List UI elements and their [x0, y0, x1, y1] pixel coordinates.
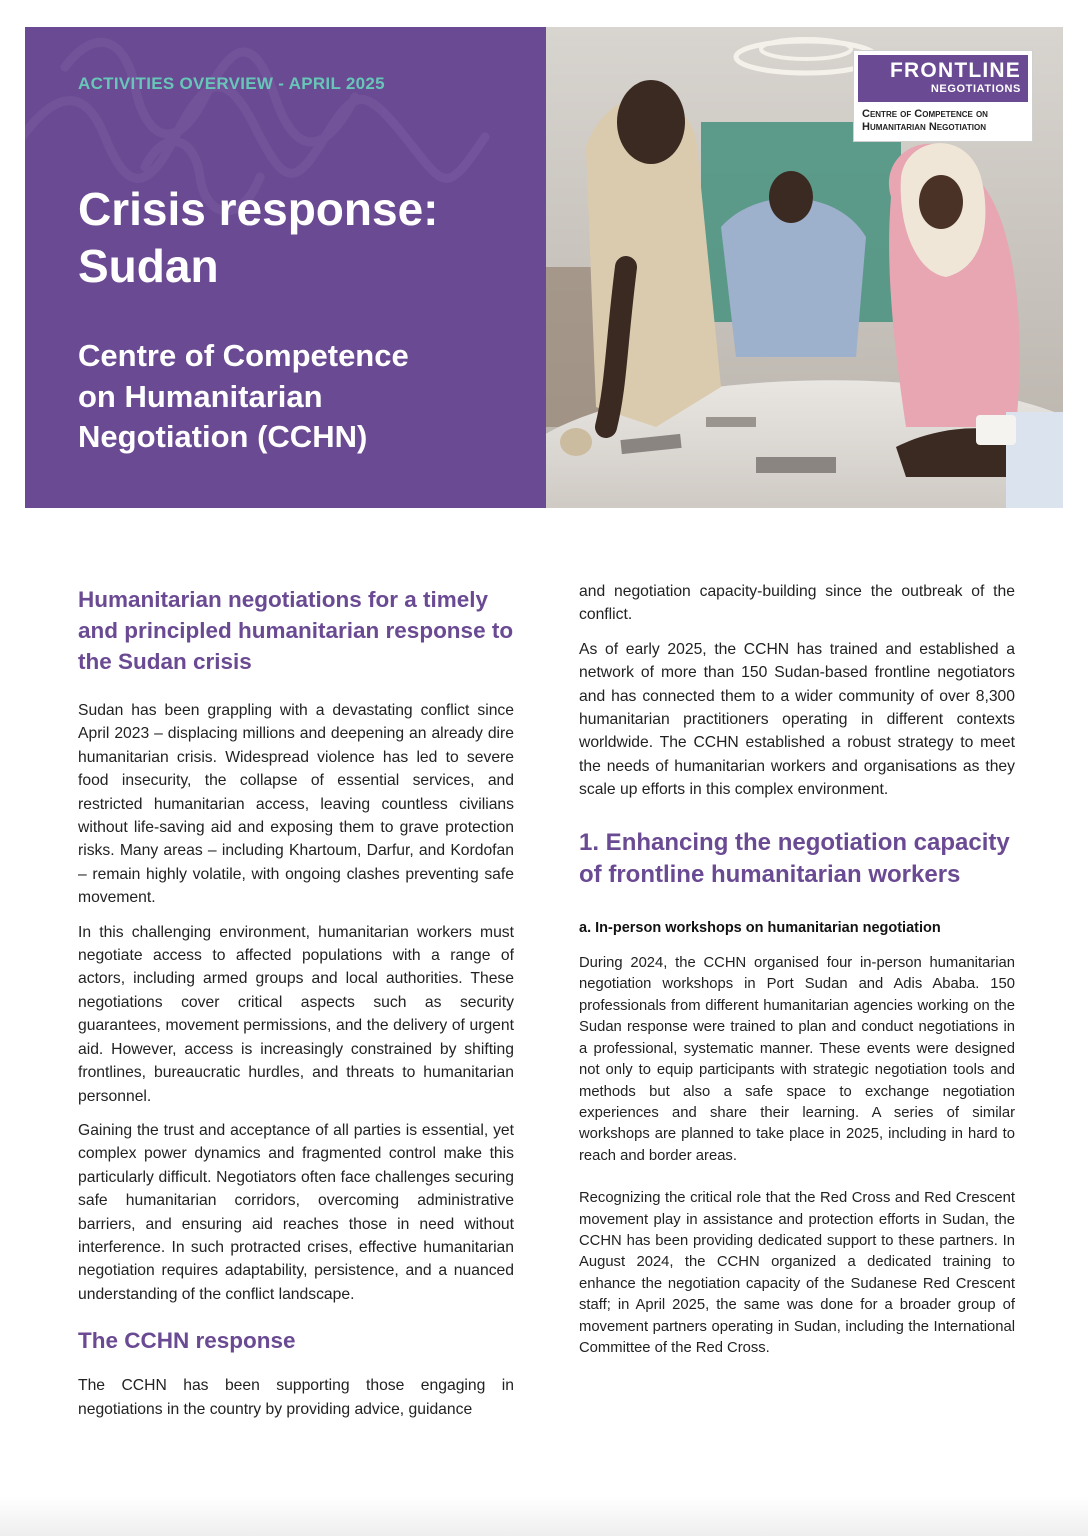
paragraph: Sudan has been grappling with a devastating conflict since April 2023 – displacing millions and deepening an already dire humanitarian crisis. Widespread violence has led to severe food insecurity, the collapse of essential services, and restricted humanitarian access, leaving countless civilians without life-saving aid and exposing them to grave protection risks. Many areas – including Khartoum, Darfur, and Kordofan – remain highly volatile, with ongoing clashes preventing safe movement. [78, 702, 514, 907]
frontline-negotiations-logo [853, 50, 1033, 142]
logo-tagline: Centre of Competence on [862, 108, 988, 120]
header-banner [25, 27, 546, 508]
right-column [579, 580, 1015, 1359]
subsection-heading: a. In-person workshops on humanitarian negotiation [579, 919, 941, 936]
subtitle-line: Centre of Competence [78, 338, 409, 373]
section-heading: Humanitarian negotiations for a timely and principled humanitarian response to the Sudan crisis [78, 587, 514, 674]
subtitle-line: Negotiation (CCHN) [78, 419, 368, 454]
paragraph: and negotiation capacity-building since the outbreak of the conflict. [579, 583, 1015, 624]
paragraph: During 2024, the CCHN organised four in-person humanitarian negotiation workshops in Port Sudan and Adis Ababa. 150 professionals from different humanitarian agencies working on the Sudan response were trained to plan and conduct negotiations in a professional, systematic manner. These events were designed not only to equip participants with strategic negotiation tools and methods but also a safe space to exchange negotiation experiences and share their learning. A series of similar workshops are planned to take place in 2025, including in hard to reach and border areas. [579, 955, 1015, 1164]
section-heading: 1. Enhancing the negotiation capacity of frontline humanitarian workers [579, 828, 1010, 888]
page-title [78, 181, 518, 295]
subtitle-line: on Humanitarian [78, 378, 323, 414]
title-line: Sudan [78, 240, 219, 292]
title-line: Crisis response: [78, 183, 439, 235]
paragraph: As of early 2025, the CCHN has trained and established a network of more than 150 Sudan-based frontline negotiators and has connected them to a wider community of over 8,300 humanitarian practitioners operating in different contexts worldwide. The CCHN established a robust strategy to meet the needs of humanitarian workers and organisations as they scale up efforts in this complex environment. [579, 640, 1015, 799]
paragraph: Recognizing the critical role that the Red Cross and Red Crescent movement play in assistance and protection efforts in Sudan, the CCHN has been providing dedicated support to these partners. In August 2024, the CCHN organized a dedicated training to enhance the negotiation capacity of the Sudanese Red Crescent staff; in April 2025, the same was done for a broader group of movement partners operating in Sudan, including the International Committee of the Red Cross. [579, 1190, 1015, 1356]
section-heading: The CCHN response [78, 1328, 296, 1354]
paragraph: Gaining the trust and acceptance of all parties is essential, yet complex power dynamics and fragmented control make this particularly difficult. Negotiators often face challenges securing safe humanitarian corridors, overcoming administrative barriers, and ensuring aid reaches those in need without interference. In such protracted crises, effective humanitarian negotiation requires adaptability, persistence, and a nuanced understanding of the conflict landscape. [78, 1121, 514, 1303]
header-photo [546, 27, 1063, 508]
overline: ACTIVITIES OVERVIEW - APRIL 2025 [78, 74, 385, 93]
page-bottom-shadow [0, 1496, 1088, 1536]
page-subtitle [78, 336, 518, 458]
paragraph: In this challenging environment, humanitarian workers must negotiate access to affected populations with a range of actors, including armed groups and local authorities. These negotiations cover critical aspects such as security guarantees, movement permissions, and the delivery of urgent aid. However, access is increasingly constrained by shifting frontlines, bureaucratic hurdles, and threats to humanitarian personnel. [78, 923, 514, 1105]
paragraph: The CCHN has been supporting those engaging in negotiations in the country by providing advice, guidance [78, 1377, 514, 1418]
logo-name: FRONTLINE [890, 59, 1021, 82]
left-column [78, 580, 514, 1421]
logo-subname: NEGOTIATIONS [930, 83, 1021, 95]
logo-tagline: Humanitarian Negotiation [862, 121, 986, 133]
